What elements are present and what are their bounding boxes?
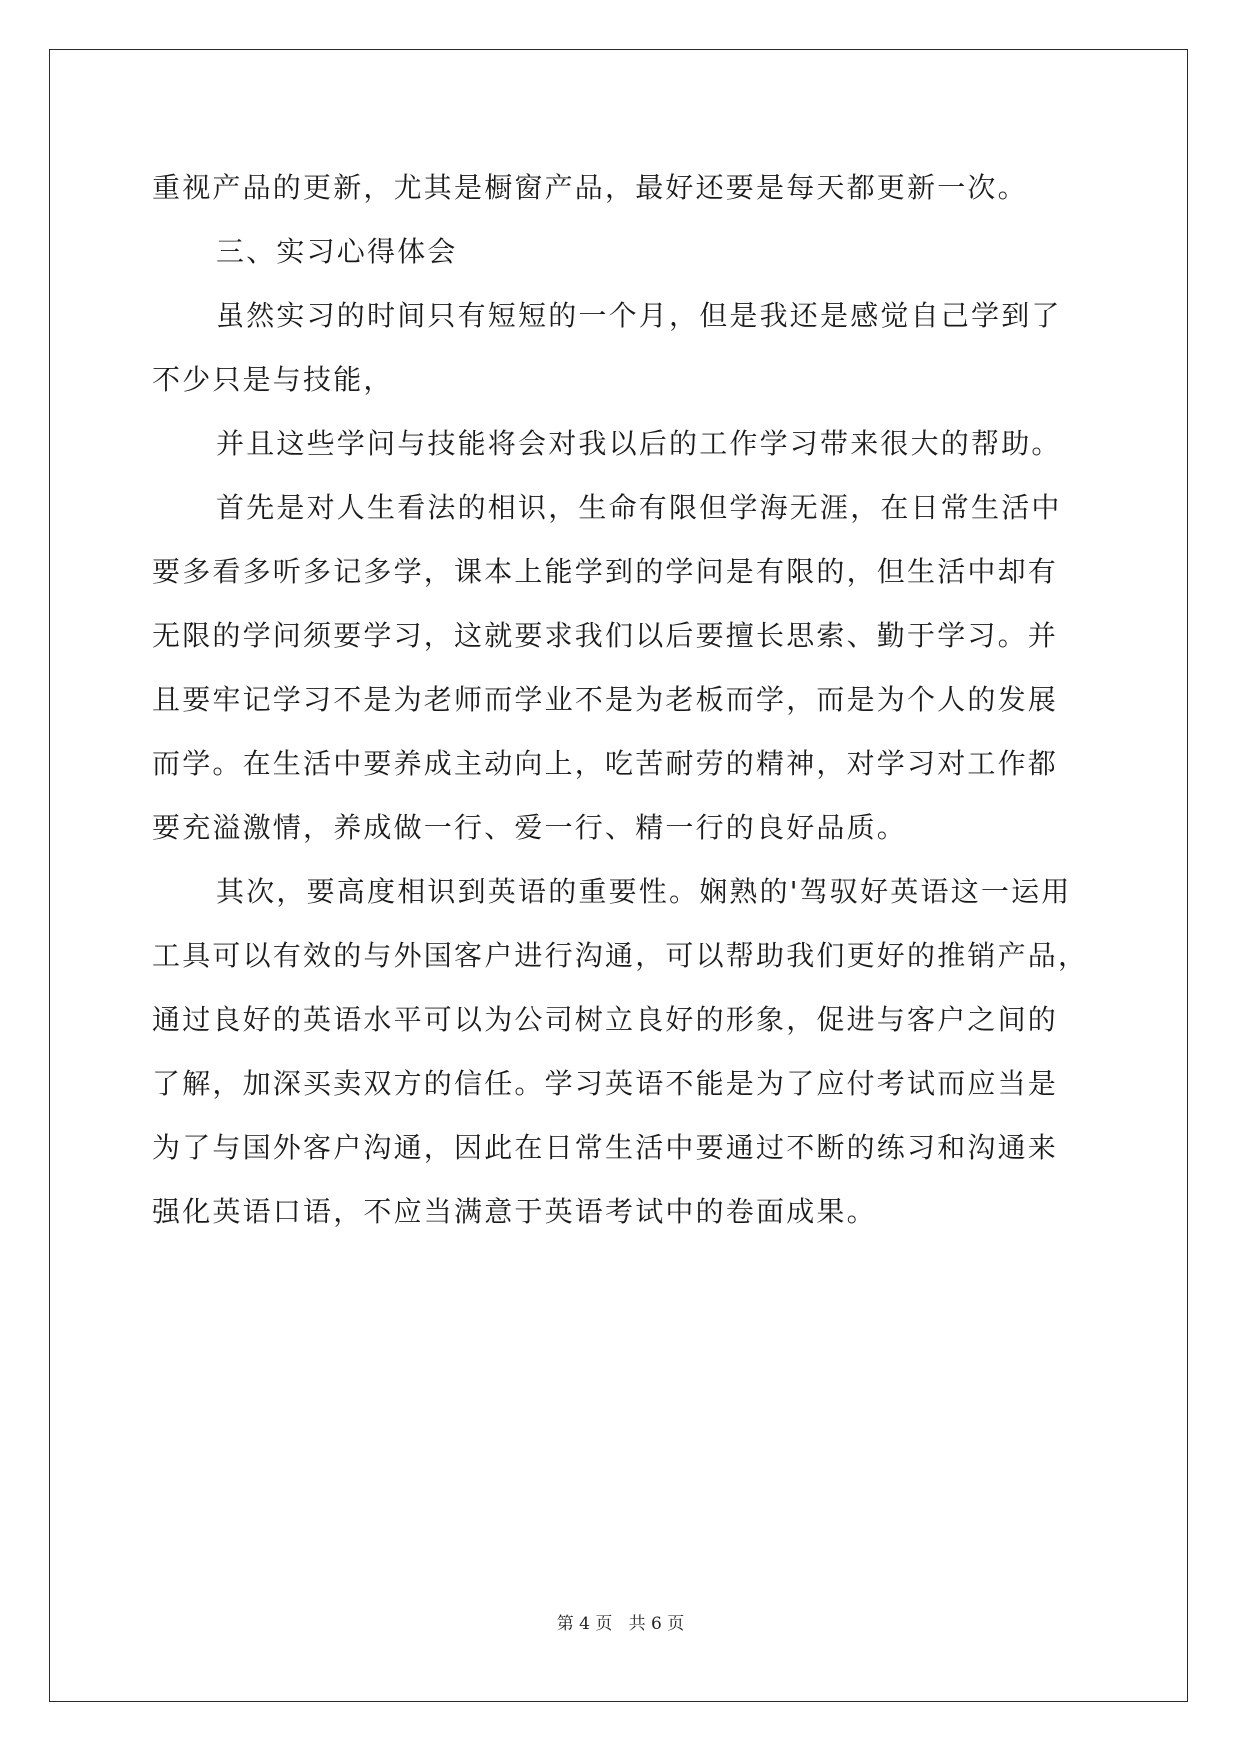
text-line: 要充溢激情，养成做一行、爱一行、精一行的良好品质。 bbox=[152, 811, 908, 844]
text-line: 不少只是与技能， bbox=[152, 363, 394, 396]
text-line: 要多看多听多记多学，课本上能学到的学问是有限的，但生活中却有 bbox=[152, 555, 1059, 588]
text-line: 通过良好的英语水平可以为公司树立良好的形象，促进与客户之间的 bbox=[152, 1003, 1059, 1036]
text-line: 为了与国外客户沟通，因此在日常生活中要通过不断的练习和沟通来 bbox=[152, 1131, 1059, 1164]
text-line: 且要牢记学习不是为老师而学业不是为老板而学，而是为个人的发展 bbox=[152, 683, 1059, 716]
text-line: 其次，要高度相识到英语的重要性。娴熟的'驾驭好英语这一运用 bbox=[216, 875, 1072, 908]
text-line: 首先是对人生看法的相识，生命有限但学海无涯，在日常生活中 bbox=[216, 491, 1062, 524]
page-number: 第 4 页 共 6 页 bbox=[556, 1614, 685, 1634]
section-heading: 三、实习心得体会 bbox=[216, 235, 458, 268]
text-line: 强化英语口语，不应当满意于英语考试中的卷面成果。 bbox=[152, 1195, 877, 1228]
text-line: 工具可以有效的与外国客户进行沟通，可以帮助我们更好的推销产品， bbox=[152, 939, 1089, 972]
text-line: 了解，加深买卖双方的信任。学习英语不能是为了应付考试而应当是 bbox=[152, 1067, 1059, 1100]
text-line: 而学。在生活中要养成主动向上，吃苦耐劳的精神，对学习对工作都 bbox=[152, 747, 1059, 780]
text-line: 并且这些学问与技能将会对我以后的工作学习带来很大的帮助。 bbox=[216, 427, 1062, 460]
text-line: 无限的学问须要学习，这就要求我们以后要擅长思索、勤于学习。并 bbox=[152, 619, 1059, 652]
body-text bbox=[152, 156, 1102, 1244]
text-line: 虽然实习的时间只有短短的一个月，但是我还是感觉自己学到了 bbox=[216, 299, 1062, 332]
text-line: 重视产品的更新，尤其是橱窗产品，最好还要是每天都更新一次。 bbox=[152, 171, 1028, 204]
